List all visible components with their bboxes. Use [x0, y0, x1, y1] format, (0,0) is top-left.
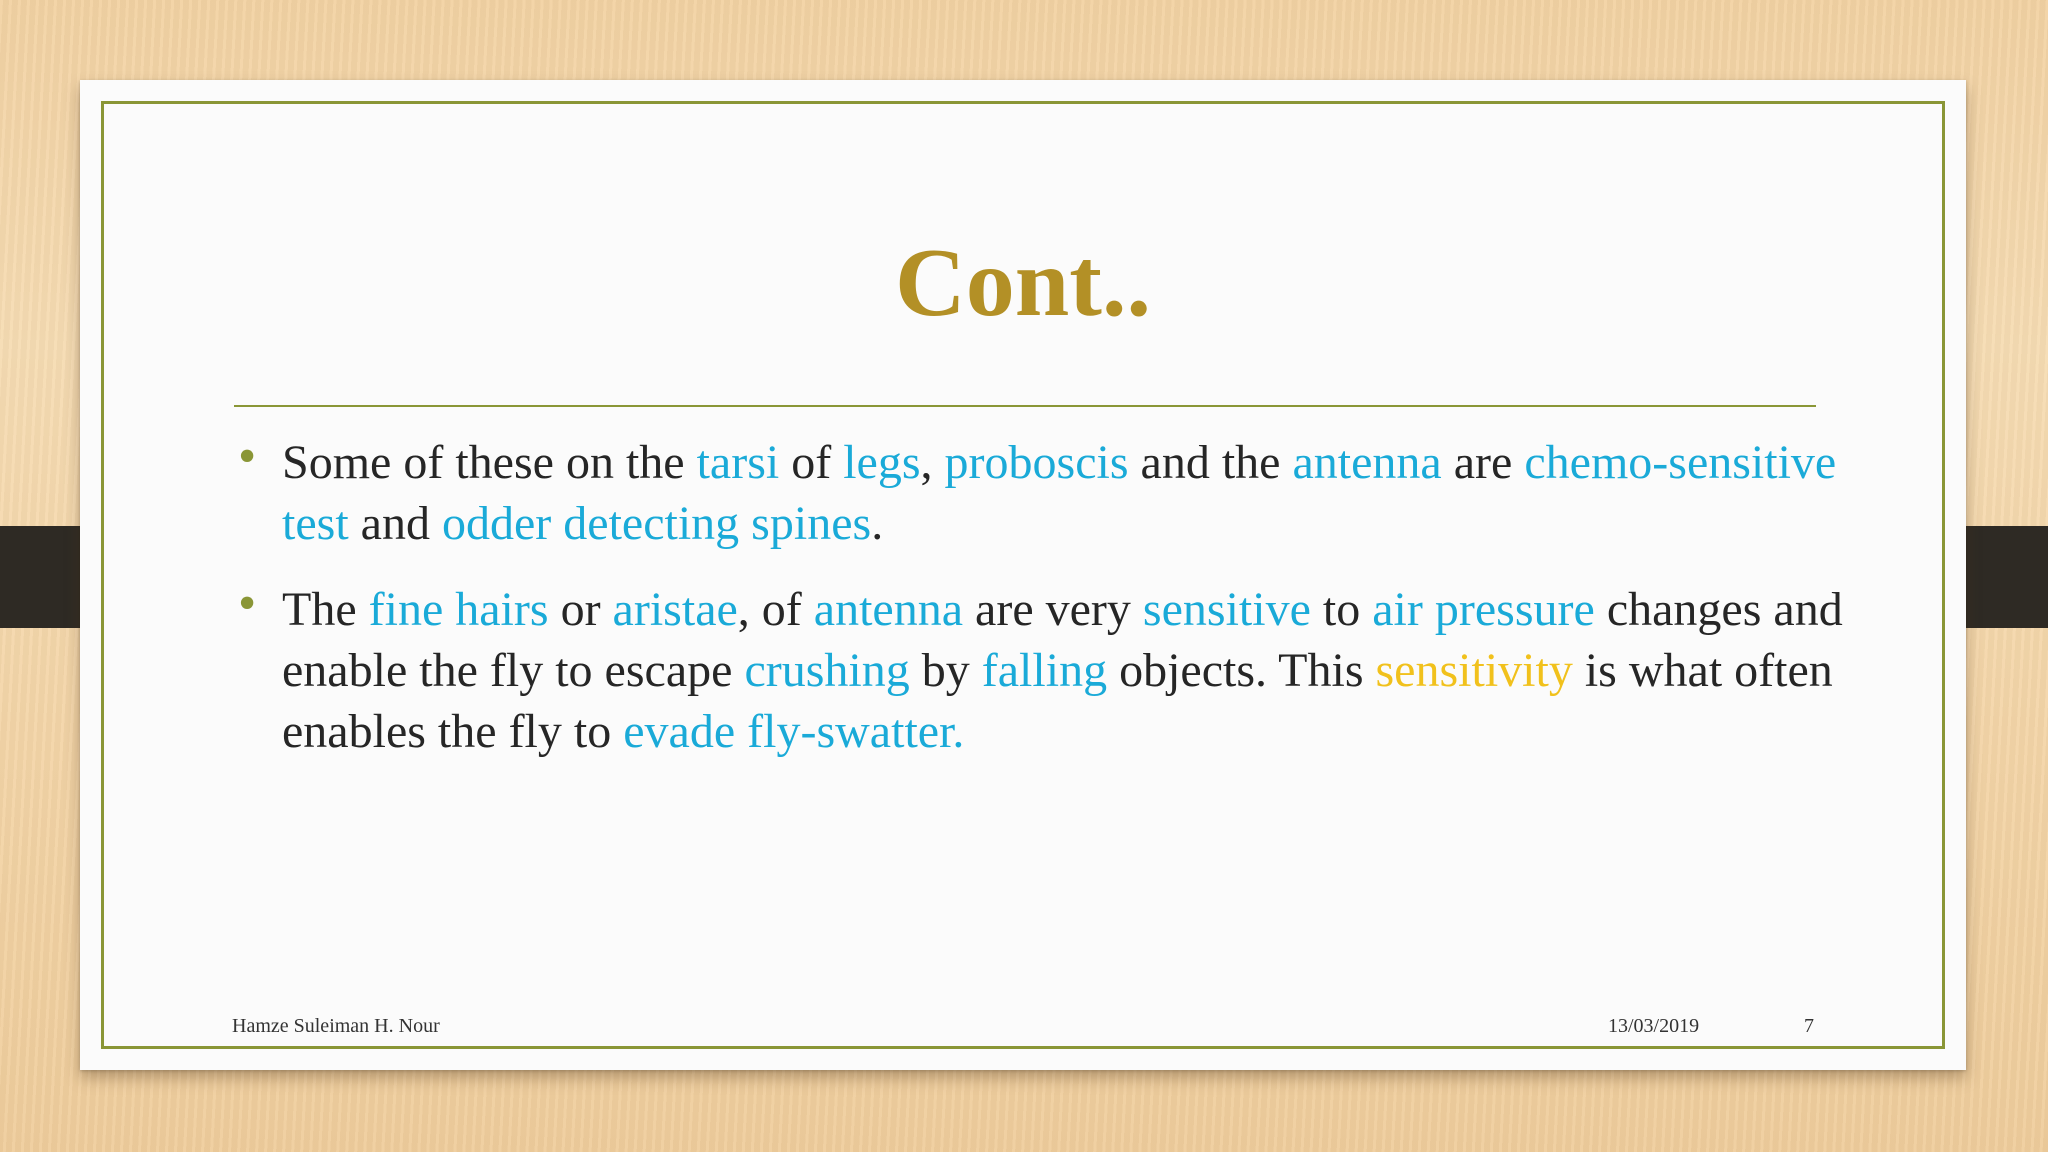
text-run: ,: [920, 436, 945, 489]
text-run: of: [779, 436, 844, 489]
highlighted-term: falling: [981, 644, 1108, 697]
slide-title: Cont..: [895, 229, 1151, 337]
bullet-list: [234, 428, 1874, 787]
bullet-dot-icon: •: [238, 575, 257, 632]
highlighted-term: tarsi: [696, 436, 780, 489]
slide: [80, 80, 1966, 1070]
highlighted-term: crushing: [744, 644, 910, 697]
bullet-item-1: [234, 428, 1874, 554]
bullet-item-2: [234, 575, 1874, 762]
text-run: changes and enable the fly to escape: [282, 583, 1843, 697]
text-run: .: [871, 497, 884, 550]
highlighted-term: legs: [843, 436, 921, 489]
highlighted-term: antenna: [1292, 436, 1442, 489]
text-run: to: [1310, 583, 1373, 636]
text-run: by: [909, 644, 982, 697]
highlighted-term: sensitive: [1142, 583, 1311, 636]
text-run: is what often enables the fly to: [282, 644, 1833, 758]
text-run: and the: [1128, 436, 1293, 489]
text-run: are: [1441, 436, 1525, 489]
footer-page-number: 7: [1804, 1015, 1814, 1037]
highlighted-term: odder detecting spines: [441, 497, 872, 550]
highlighted-term: sensitivity: [1375, 644, 1573, 697]
text-run: , of: [737, 583, 814, 636]
title-divider: [234, 405, 1816, 407]
highlighted-term: proboscis: [944, 436, 1129, 489]
highlighted-term: air pressure: [1372, 583, 1595, 636]
highlighted-term: antenna: [813, 583, 964, 636]
bullet-text: [282, 583, 1843, 758]
text-run: and: [348, 497, 442, 550]
highlighted-term: evade fly-swatter.: [623, 705, 965, 758]
text-run: Some of these on the: [282, 436, 697, 489]
bullet-text: [282, 436, 1836, 550]
highlighted-term: aristae: [612, 583, 738, 636]
footer-date: 13/03/2019: [1608, 1015, 1700, 1037]
text-run: are very: [963, 583, 1143, 636]
bullet-dot-icon: •: [238, 428, 257, 485]
text-run: or: [548, 583, 613, 636]
text-run: objects. This: [1107, 644, 1376, 697]
footer-author: Hamze Suleiman H. Nour: [232, 1015, 440, 1037]
highlighted-term: fine hairs: [368, 583, 549, 636]
highlighted-term: chemo-sensitive test: [282, 436, 1837, 550]
text-run: The: [282, 583, 369, 636]
